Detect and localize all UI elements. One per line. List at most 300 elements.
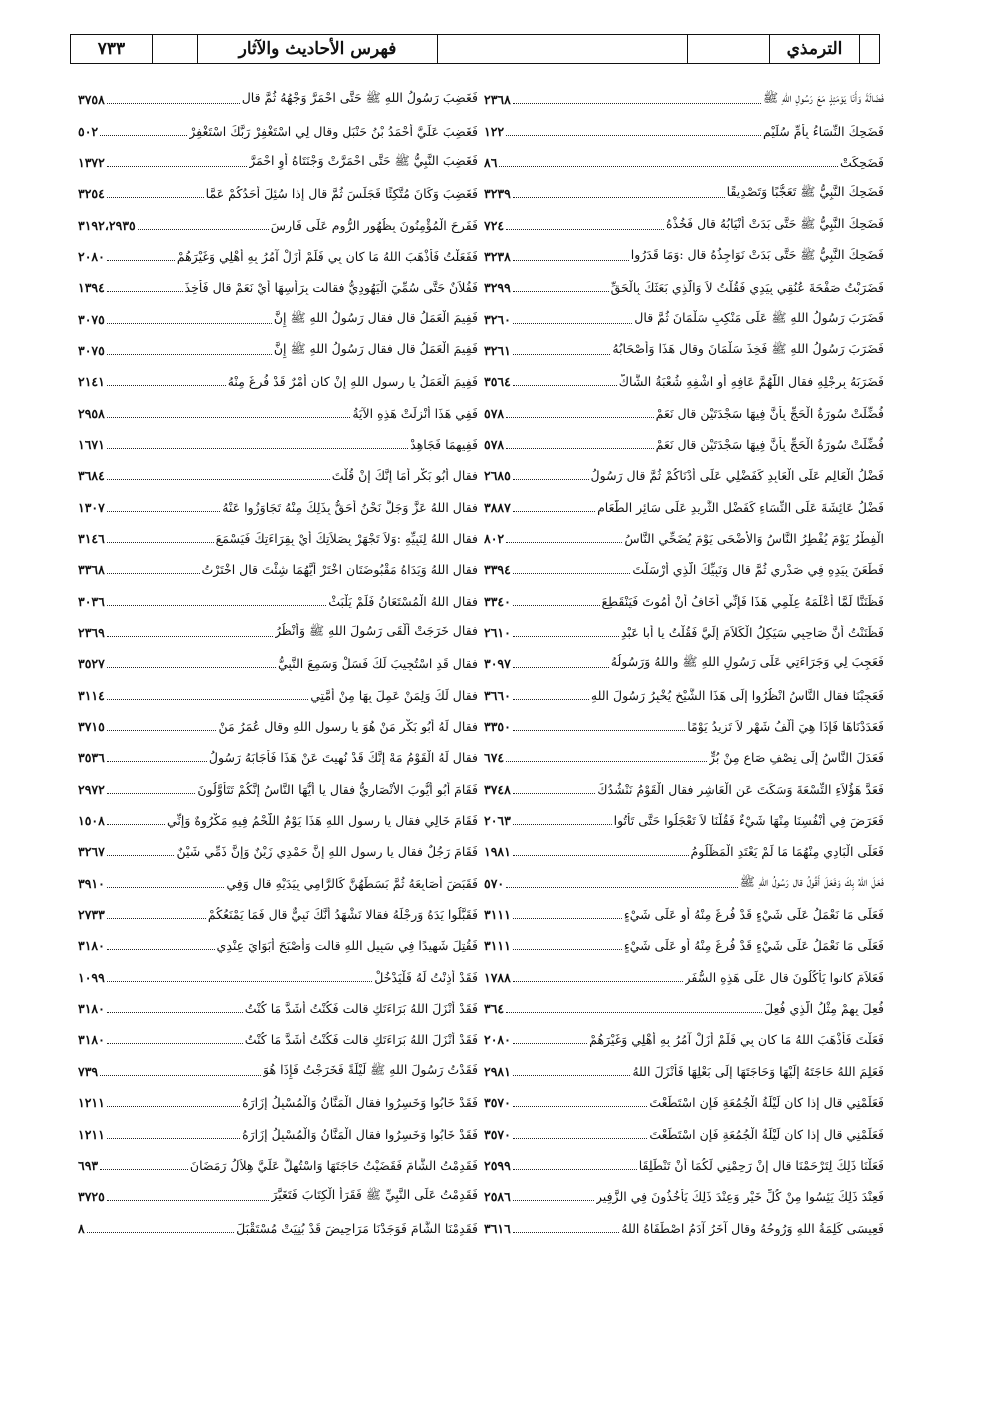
index-entry (484, 930, 884, 961)
index-entry (78, 774, 478, 805)
index-entry (78, 586, 478, 617)
leader-dots (499, 166, 838, 167)
leader-dots (100, 1169, 188, 1170)
leader-dots (513, 730, 685, 731)
entry-text: فَقَدْ أَنْزَلَ اللهُ بَرَاءَتَكِ قالت فَكُنْتُ أَشَدَّ مَا كُنْتُ (244, 1032, 478, 1048)
leader-dots (107, 354, 272, 355)
entry-text: فَغَضِبَ رَسُولُ اللهِ ﷺ حَتَّى احْمَرَّ وَجْهُهُ ثُمَّ قال (241, 90, 478, 106)
entry-text: فَقَدْتُ رَسُولَ اللهِ ﷺ لَيْلَةً فَخَرَجْتُ فَإِذَا هُوَ (263, 1061, 478, 1077)
entry-text: فَعَلِمَ اللهُ حَاجَتَهُ إِلَيْهَا وَحَاجَتَهَا إِلَى بَعْلِهَا فَأَنْزَلَ اللهُ (632, 1063, 884, 1079)
entry-hadith-number: ٣٢٦٠ (484, 311, 511, 327)
entry-hadith-number: ١٩٨١ (484, 844, 511, 860)
leader-dots (513, 918, 622, 919)
leader-dots (513, 291, 609, 292)
entry-text: فَقَدْ أَذِنْتُ لَهُ فَلْيَدْخُلْ (374, 969, 478, 985)
leader-dots (107, 761, 207, 762)
entry-hadith-number: ٣٦٨٤ (78, 468, 105, 484)
entry-text: فَفِيهِمَا فَجَاهِدْ (410, 436, 478, 452)
header-spacer (437, 35, 687, 63)
index-entry (78, 115, 478, 146)
entry-hadith-number: ٥٧٨ (484, 405, 505, 421)
entry-text: فقال لَهُ الْقَوْمُ مَهْ إِنَّكَ قَدْ نُهِيتَ عَنْ هَذَا فَأَجَابَهُ رَسُولُ (208, 750, 478, 766)
index-entry (484, 554, 884, 585)
entry-text: فَغَضِبَ عَلَيَّ أَحْمَدُ بْنُ حَنْبَلٍ وقال لِي اسْتَغْفِرْ رَبَّكَ اسْتَغْفِرْ (189, 123, 478, 139)
leader-dots (107, 417, 350, 418)
index-entry (484, 178, 884, 209)
entry-hadith-number: ٣١٨٠ (78, 938, 105, 954)
index-entry (484, 1181, 884, 1212)
entry-hadith-number: ٨ (78, 1220, 85, 1236)
entry-hadith-number: ٣٢٦١ (484, 342, 511, 358)
index-entry (484, 491, 884, 522)
leader-dots (107, 573, 200, 574)
entry-text: فَقَدْ أَنْزَلَ اللهُ بَرَاءَتَكِ قالت فَكُنْتُ أَشَدَّ مَا كُنْتُ (244, 1001, 478, 1017)
entry-text: فَقَامَ رَجُلٌ فقال يا رسول اللهِ إِنَّ حَمْدِي زَيْنٌ وَإِنَّ ذَمِّي شَيْنٌ (176, 844, 478, 860)
index-entry (484, 868, 884, 899)
entry-text: فُعِلَ بِهِمْ مِثْلُ الَّذِي فُعِلَ (764, 1001, 884, 1017)
leader-dots (87, 1232, 234, 1233)
index-entry (484, 962, 884, 993)
entry-hadith-number: ٣٢٦٧ (78, 844, 105, 860)
header-title: فهرس الأحاديث والآثار (197, 35, 437, 63)
entry-hadith-number: ٣٦٦٠ (484, 687, 511, 703)
entry-text: فَعَدَّ هَؤُلاَءِ التِّسْعَةَ وَسَكَتَ عَنِ الْعَاشِرِ فقال الْقَوْمُ نَنْشُدُكَ (597, 781, 884, 797)
leader-dots (513, 573, 631, 574)
header-page-number: ٧٣٣ (97, 39, 126, 59)
leader-dots (107, 699, 308, 700)
index-entry (78, 147, 478, 178)
index-entry (78, 1181, 478, 1212)
entry-text: فَقَبَضَ أَصَابِعَهُ ثُمَّ بَسَطَهُنَّ كَالرَّامِي بِيَدَيْهِ قال وَفِي (226, 875, 478, 891)
entry-hadith-number: ٣٥٢٧ (78, 656, 105, 672)
entry-text: فَعَلَ اللهُ بِكَ وَفَعَلَ أَقُولُ قال رَسُولُ اللهِ ﷺ (739, 873, 884, 889)
entry-text: فَفَعَلْتُ فَأَذْهَبَ اللهُ مَا كان بِي فَلَمْ أَزَلْ آمُرُ بِهِ أَهْلِي وَغَيْرَهُمْ (176, 248, 478, 264)
index-entry (484, 742, 884, 773)
entry-text: فَضَرَبَ رَسُولُ اللهِ ﷺ عَلَى مَنْكِبِ سَلْمَانَ ثُمَّ قال (634, 309, 884, 325)
entry-hadith-number: ٢٥٨٦ (484, 1189, 511, 1205)
index-entry (484, 429, 884, 460)
header-spacer (152, 35, 197, 63)
entry-text: فُضِّلَتْ سُورَةُ الْحَجِّ بِأَنَّ فِيهَا سَجْدَتَيْنِ قال نَعَمْ (655, 405, 884, 421)
entry-text: فَفُلاَنٌ حَتَّى سُمِّيَ الْيَهُودِيُّ فقالت بِرَأْسِهَا أَيْ نَعَمْ قال فَأُخِذَ (184, 280, 478, 296)
index-entry (78, 272, 478, 303)
entry-hadith-number: ٢١٤١ (78, 374, 105, 390)
leader-dots (513, 1106, 647, 1107)
page-header (70, 34, 880, 64)
index-entry (78, 805, 478, 836)
entry-hadith-number: ٥٧٨ (484, 436, 505, 452)
leader-dots (513, 1200, 594, 1201)
entry-text: فقال قَدِ اسْتُجِيبَ لَكَ فَسَلْ وَسَمِعَ النَّبِيُّ (278, 656, 478, 672)
entry-text: فَضْلُ عَائِشَةَ عَلَى النِّسَاءِ كَفَضْلِ الثَّرِيدِ عَلَى سَائِرِ الطَّعَامِ (597, 499, 884, 515)
entry-text: فقال اللهُ عَزَّ وَجَلَّ نَحْنُ أَحَقُّ بِذَلِكَ مِنْهُ تَجَاوَزُوا عَنْهُ (222, 499, 478, 515)
leader-dots (513, 636, 619, 637)
entry-hadith-number: ١٢١١ (78, 1126, 105, 1142)
leader-dots (107, 103, 240, 104)
entry-hadith-number: ٣٥٣٦ (78, 750, 105, 766)
entry-text: فَغَضِبَ النَّبِيُّ ﷺ حَتَّى احْمَرَّتْ وَجْنَتَاهُ أَوِ احْمَرَّ (249, 152, 478, 168)
index-entry (484, 774, 884, 805)
entry-text: فَعِنْدَ ذَلِكَ يَئِسُوا مِنْ كُلِّ خَيْرٍ وَعِنْدَ ذَلِكَ يَأْخُذُونَ فِي الزَّفِيرِ (595, 1189, 884, 1205)
leader-dots (513, 260, 629, 261)
entry-hadith-number: ١٣٧٢ (78, 154, 105, 170)
entry-hadith-number: ١٣٩٤ (78, 280, 105, 296)
entry-text: فَعَلَى مَا نَعْمَلُ عَلَى شَيْءٍ قَدْ فُرِغَ مِنْهُ أو عَلَى شَيْءٍ (623, 907, 884, 923)
index-entry (484, 1024, 884, 1055)
leader-dots (506, 887, 738, 888)
index-entry (78, 962, 478, 993)
entry-text: فَقَدِمْنَا الشَّامَ فَوَجَدْنَا مَرَاحِيضَ قَدْ بُنِيَتْ مُسْتَقْبَلَ (236, 1220, 478, 1236)
leader-dots (506, 229, 664, 230)
index-entry (78, 429, 478, 460)
leader-dots (107, 260, 175, 261)
entry-hadith-number: ٢٣٦٩ (78, 625, 105, 641)
entry-hadith-number: ٢٠٦٣ (484, 813, 511, 829)
index-entry (78, 930, 478, 961)
entry-hadith-number: ٢٦٨٥ (484, 468, 511, 484)
leader-dots (107, 1012, 243, 1013)
entry-text: فَطَعَنَ بِيَدِهِ فِي صَدْرِي ثُمَّ قال وَنَبِيِّكَ الَّذِي أَرْسَلْتَ (632, 562, 884, 578)
index-entry (484, 1150, 884, 1181)
index-entry (78, 491, 478, 522)
leader-dots (513, 323, 632, 324)
entry-text: فَقَدْ خَابُوا وَخَسِرُوا فقال الْمَنَّانُ وَالْمُسْبِلُ إِزَارَهُ (242, 1126, 478, 1142)
entry-text: فَضَرَبْتُ صَفْحَةَ عُنُقِي بِيَدِي فَقُلْتُ لاَ وَالَّذِي بَعَثَكَ بِالْحَقِّ (610, 280, 884, 296)
index-entry (484, 648, 884, 679)
entry-hadith-number: ١٢١١ (78, 1095, 105, 1111)
entry-text: فَقَدِمْتُ عَلَى النَّبِيِّ ﷺ فَقَرَأَ الْكِتَابَ فَتَغَيَّرَ (271, 1187, 478, 1203)
entry-hadith-number: ٢٩٥٨ (78, 405, 105, 421)
entry-hadith-number: ٣١٨٠ (78, 1032, 105, 1048)
leader-dots (107, 1106, 240, 1107)
entry-hadith-number: ٣٢٣٨ (484, 248, 511, 264)
index-entry (484, 335, 884, 366)
leader-dots (107, 1138, 240, 1139)
leader-dots (107, 667, 276, 668)
entry-text: فَفَرِحَ الْمُؤْمِنُونَ بِظُهُورِ الرُّومِ عَلَى فَارِسَ (270, 217, 478, 233)
entry-hadith-number: ٣٩١٠ (78, 875, 105, 891)
entry-text: فَضَحِكَ النَّبِيُّ ﷺ حَتَّى بَدَتْ أَنْيَابُهُ قال فَخُذْهُ (665, 215, 884, 231)
leader-dots (100, 1075, 261, 1076)
leader-dots (107, 793, 196, 794)
leader-dots (107, 1043, 243, 1044)
leader-dots (513, 1232, 619, 1233)
leader-dots (513, 981, 683, 982)
entry-hadith-number: ٣٥٧٠ (484, 1126, 511, 1142)
entry-text: فَغَضِبَ وَكَانَ مُتَّكِئًا فَجَلَسَ ثُمَّ قال إذا سُئِلَ أَحَدُكُمْ عَمَّا (205, 186, 478, 202)
entry-text: فَفِيمَ الْعَمَلُ قال فقال رَسُولُ اللهِ ﷺ إِنَّ (273, 309, 478, 325)
index-entry (78, 899, 478, 930)
leader-dots (107, 636, 273, 637)
index-entry (484, 397, 884, 428)
leader-dots (107, 385, 226, 386)
entry-hadith-number: ٥٠٢ (78, 123, 99, 139)
entry-text: فَعَلاَمَ كانوا يَأْكُلُونَ قال عَلَى هَذِهِ السُّفَرِ (684, 969, 884, 985)
entry-hadith-number: ٧٢٤ (484, 217, 505, 233)
entry-text: فَعِيسَى كَلِمَةُ اللهِ وَرُوحُهُ وقال آخَرُ آدَمُ اصْطَفَاهُ اللهُ (621, 1220, 884, 1236)
index-entry (78, 397, 478, 428)
entry-hadith-number: ٣٢٩٩ (484, 280, 511, 296)
entry-hadith-number: ٣١١١ (484, 938, 511, 954)
index-entry (78, 1024, 478, 1055)
entry-hadith-number: ٣٧١٥ (78, 719, 105, 735)
leader-dots (107, 542, 214, 543)
entry-text: فَضَحِكَ النِّسَاءُ بِأُمِّ سُلَيْمٍ (763, 123, 884, 139)
entry-hadith-number: ٣١٨٠ (78, 1001, 105, 1017)
leader-dots (513, 793, 595, 794)
entry-hadith-number: ٣٣٩٤ (484, 562, 511, 578)
index-entry (484, 523, 884, 554)
leader-dots (506, 542, 622, 543)
entry-text: فَعَدَدْنَاهَا فَإِذَا هِيَ أَلْفُ شَهْرٍ لاَ تَزِيدُ يَوْمًا (687, 719, 884, 735)
entry-text: فَضَحِكَتْ (839, 154, 884, 170)
entry-text: فَعَلْتَ فَأَذْهَبَ اللهُ مَا كان بِي فَلَمْ أَزَلْ آمُرُ بِهِ أَهْلِي وَغَيْرَهُمْ (589, 1032, 884, 1048)
index-entry (78, 868, 478, 899)
index-entry (484, 993, 884, 1024)
leader-dots (107, 855, 175, 856)
leader-dots (513, 385, 617, 386)
leader-dots (506, 761, 707, 762)
index-entry (484, 209, 884, 240)
entry-text: فَظَنَنَّا لَمَّا أَعْلَمَهُ عِلْمِي هَذَا فَإِنِّي أَخَافُ أَنْ أَمُوتَ فَيَنْقَطِعَ (601, 593, 884, 609)
leader-dots (513, 605, 600, 606)
leader-dots (107, 949, 215, 950)
entry-text: فقال أَبُو بَكْرٍ أَمَا إِنَّكَ إِنْ قُلْتَ (331, 468, 478, 484)
leader-dots (513, 949, 622, 950)
header-book-name: الترمذي (769, 35, 859, 63)
index-entry (484, 805, 884, 836)
entry-text: فَفِيمَ الْعَمَلُ قال فقال رَسُولُ اللهِ ﷺ إِنَّ (273, 340, 478, 356)
entry-text: فَعَلْنَا ذَلِكَ لِتَرْحَمْنَا قال إِنْ رَحِمْنِي لَكُمَا أَنْ تَنْطَلِقَا (638, 1157, 884, 1173)
index-column-left (78, 84, 478, 1244)
entry-hadith-number: ٣٦١٦ (484, 1220, 511, 1236)
index-entry (78, 84, 478, 115)
index-entry (78, 1150, 478, 1181)
entry-text: فَظَنَنْتُ أَنَّ صَاحِبِي سَيَكِلُ الْكَلاَمَ إِلَيَّ فَقُلْتُ يا أبا عَبْدِ (620, 625, 884, 641)
index-entry (78, 836, 478, 867)
entry-text: فَقَدِمْتُ الشَّامَ فَقَضَيْتُ حَاجَتَهَا وَاسْتُهِلَّ عَلَيَّ هِلاَلُ رَمَضَانَ (189, 1157, 478, 1173)
leader-dots (506, 417, 654, 418)
index-entry (78, 742, 478, 773)
entry-hadith-number: ٣٣٥٠ (484, 719, 511, 735)
leader-dots (513, 824, 612, 825)
entry-text: فقال لَكَ وَلِمَنْ عَمِلَ بِهَا مِنْ أُمَّتِي (310, 687, 478, 703)
index-entry (78, 178, 478, 209)
entry-hadith-number: ٣٦٤ (484, 1001, 505, 1017)
index-entry (78, 1118, 478, 1149)
entry-text: الْفِطْرُ يَوْمَ يُفْطِرُ النَّاسُ وَالأَضْحَى يَوْمَ يُضَحِّي النَّاسُ (624, 530, 884, 546)
entry-hadith-number: ١٠٩٩ (78, 969, 105, 985)
leader-dots (107, 1200, 269, 1201)
entry-text: فَفِيمَ الْعَمَلُ يا رسول اللهِ إِنْ كان أَمْرٌ قَدْ فُرِغَ مِنْهُ (227, 374, 478, 390)
entry-text: فَعَلَى الْبَادِي مِنْهُمَا مَا لَمْ يَعْتَدِ الْمَظْلُومُ (690, 844, 884, 860)
entry-hadith-number: ٣٧٢٥ (78, 1189, 105, 1205)
leader-dots (107, 511, 220, 512)
entry-text: فَقَامَ أَبُو أَيُّوبَ الأَنْصَارِيُّ فقال يا أَيُّهَا النَّاسُ إِنَّكُمْ تَتَأَوَّلُونَ (197, 781, 478, 797)
entry-hadith-number: ٨٦ (484, 154, 498, 170)
entry-hadith-number: ٣١٩٢،٢٩٣٥ (78, 217, 136, 233)
entry-hadith-number: ٣١١١ (484, 907, 511, 923)
entry-text: فَضَالَةَ وَأَنَا يَوْمَئِذٍ مَعَ رَسُولِ اللهِ ﷺ (763, 90, 884, 106)
entry-text: فَعَلِّمْنِي قال إذا كان لَيْلَةُ الْجُمُعَةِ فَإِنِ اسْتَطَعْتَ (649, 1095, 884, 1111)
entry-text: فُضِّلَتْ سُورَةُ الْحَجِّ بِأَنَّ فِيهَا سَجْدَتَيْنِ قال نَعَمْ (655, 436, 884, 452)
entry-hadith-number: ٢٠٨٠ (484, 1032, 511, 1048)
entry-hadith-number: ٣٣٤٠ (484, 593, 511, 609)
index-entry (484, 1212, 884, 1243)
index-entry (78, 335, 478, 366)
entry-text: فَقُتِلَ شَهِيدًا فِي سَبِيلِ اللهِ قالت وَأَصْبَحَ أَبَوَايَ عِنْدِي (216, 938, 478, 954)
entry-text: فقال اللهُ لِنَبِيِّهِ :وَلاَ تَجْهَرْ بِصَلاَتِكَ أَيْ بِقِرَاءَتِكَ فَيَسْمَعَ (215, 530, 478, 546)
index-entry (78, 648, 478, 679)
entry-hadith-number: ٣٠٣٦ (78, 593, 105, 609)
leader-dots (513, 1075, 630, 1076)
entry-text: فَقَدْ خَابُوا وَخَسِرُوا فقال الْمَنَّانُ وَالْمُسْبِلُ إِزَارَهُ (242, 1095, 478, 1111)
index-entry (78, 303, 478, 334)
entry-hadith-number: ٢٣٦٨ (484, 92, 511, 108)
index-entry (484, 617, 884, 648)
index-entry (484, 899, 884, 930)
index-entry (484, 836, 884, 867)
index-entry (78, 1212, 478, 1243)
index-entry (78, 617, 478, 648)
entry-text: فَعَلِّمْنِي قال إذا كان لَيْلَةُ الْجُمُعَةِ فَإِنِ اسْتَطَعْتَ (649, 1126, 884, 1142)
entry-text: فَقَبَّلُوا يَدَهُ وَرِجْلَهُ فقالا نَشْهَدُ أَنَّكَ نَبِيٌّ قال فَمَا يَمْنَعُكُمْ (207, 907, 478, 923)
index-entry (78, 366, 478, 397)
entry-hadith-number: ٣٧٥٨ (78, 92, 105, 108)
leader-dots (107, 323, 272, 324)
index-entry (484, 147, 884, 178)
entry-hadith-number: ٢٥٩٩ (484, 1157, 511, 1173)
entry-hadith-number: ١٢٢ (484, 123, 505, 139)
entry-hadith-number: ١٦٧١ (78, 436, 105, 452)
leader-dots (506, 448, 654, 449)
entry-text: فَضَحِكَ النَّبِيُّ ﷺ تَعَجُّبًا وَتَصْدِيقًا (726, 184, 884, 200)
entry-text: فَفِي هَذَا أُنْزِلَتْ هَذِهِ الآيَةُ (352, 405, 478, 421)
leader-dots (513, 103, 761, 104)
index-entry (484, 1056, 884, 1087)
entry-hadith-number: ٣١١٤ (78, 687, 105, 703)
leader-dots (107, 479, 330, 480)
leader-dots (513, 511, 595, 512)
leader-dots (107, 981, 372, 982)
index-entry (78, 241, 478, 272)
entry-text: فَقَامَ خَالِي فقال يا رسول اللهِ هَذَا يَوْمٌ اللَّحْمُ فِيهِ مَكْرُوهٌ وَإِنِّي (166, 813, 478, 829)
leader-dots (107, 166, 247, 167)
leader-dots (107, 824, 165, 825)
leader-dots (506, 135, 761, 136)
entry-text: فَعَجِبَ لِي وَجَرَاءَتِي عَلَى رَسُولِ اللهِ ﷺ واللهُ وَرَسُولُهُ (610, 654, 884, 670)
index-column-right (484, 84, 884, 1244)
leader-dots (513, 855, 689, 856)
entry-hadith-number: ٦٩٣ (78, 1157, 99, 1173)
entry-hadith-number: ٢٠٨٠ (78, 248, 105, 264)
index-entry (78, 993, 478, 1024)
index-entry (484, 366, 884, 397)
entry-text: فَعَدَلَ النَّاسُ إِلَى نِصْفِ صَاعٍ مِنْ بُرٍّ (708, 750, 884, 766)
leader-dots (107, 291, 183, 292)
entry-text: فَعَجِبْنَا فقال النَّاسُ انْظُرُوا إِلَى هَذَا الشَّيْخِ يُخْبِرُ رَسُولَ اللهِ (590, 687, 884, 703)
index-entry (78, 711, 478, 742)
entry-hadith-number: ٣٣٦٨ (78, 562, 105, 578)
leader-dots (107, 730, 217, 731)
entry-text: فقال خَرَجَتْ أَلْقَى رَسُولَ اللهِ ﷺ وَأَنْظُرُ (274, 623, 478, 639)
leader-dots (513, 667, 609, 668)
index-entry (484, 1087, 884, 1118)
entry-text: فقال لَهُ أَبُو بَكْرٍ مَنْ هُوَ يا رسول اللهِ وقال عُمَرُ مَنْ (218, 719, 478, 735)
entry-hadith-number: ٣٥٦٤ (484, 374, 511, 390)
index-entry (484, 84, 884, 115)
leader-dots (513, 699, 589, 700)
leader-dots (513, 197, 725, 198)
index-entry (78, 460, 478, 491)
leader-dots (513, 354, 610, 355)
entry-text: فقال اللهُ وَيَدَاهُ مَقْبُوضَتَانِ اخْتَرْ أَيَّهُمَا شِئْتَ قال اخْتَرْتُ (201, 562, 478, 578)
entry-hadith-number: ٦٧٤ (484, 750, 505, 766)
index-entry (484, 1118, 884, 1149)
index-entry (78, 554, 478, 585)
index-entry (484, 680, 884, 711)
leader-dots (107, 605, 326, 606)
entry-hadith-number: ٨٠٢ (484, 530, 505, 546)
index-entry (78, 1087, 478, 1118)
entry-hadith-number: ٥٧٠ (484, 875, 505, 891)
leader-dots (506, 1012, 762, 1013)
leader-dots (107, 197, 204, 198)
entry-text: فَعَرَضَ فِي أَنْفُسِنَا مِنْهَا شَيْءٌ فَقُلْنَا لاَ تَعْجَلُوا حَتَّى تَأْتُوا (613, 813, 884, 829)
header-spacer (687, 35, 769, 63)
entry-hadith-number: ١٧٨٨ (484, 969, 511, 985)
leader-dots (513, 479, 589, 480)
entry-text: فَضَحِكَ النَّبِيُّ ﷺ حَتَّى بَدَتْ نَوَاجِذُهُ قال :وَمَا قَدَرُوا (630, 246, 884, 262)
index-entry (484, 241, 884, 272)
entry-hadith-number: ٣٠٧٥ (78, 311, 105, 327)
index-entry (78, 209, 478, 240)
index-entry (484, 711, 884, 742)
leader-dots (107, 918, 206, 919)
index-entry (484, 272, 884, 303)
index-entry (484, 460, 884, 491)
index-entry (78, 680, 478, 711)
leader-dots (513, 1043, 587, 1044)
index-entry (78, 1056, 478, 1087)
index-entry (484, 586, 884, 617)
leader-dots (100, 135, 187, 136)
entry-text: فَضْلُ الْعَالِمِ عَلَى الْعَابِدِ كَفَضْلِي عَلَى أَدْنَاكُمْ ثُمَّ قال رَسُولُ (590, 468, 884, 484)
leader-dots (513, 1169, 637, 1170)
entry-hadith-number: ١٥٠٨ (78, 813, 105, 829)
leader-dots (513, 1138, 647, 1139)
leader-dots (107, 887, 225, 888)
entry-hadith-number: ١٣٠٧ (78, 499, 105, 515)
entry-text: فَضَرَبَ رَسُولُ اللهِ ﷺ فَخِذَ سَلْمَانَ وقال هَذَا وَأَصْحَابُهُ (612, 340, 884, 356)
entry-hadith-number: ٣٨٨٧ (484, 499, 511, 515)
entry-hadith-number: ٢٦١٠ (484, 625, 511, 641)
entry-hadith-number: ٢٩٧٢ (78, 781, 105, 797)
entry-hadith-number: ٣٢٥٤ (78, 186, 105, 202)
entry-text: فقال اللهُ الْمُسْتَعَانُ فَلَمْ يَلْبَثْ (328, 593, 478, 609)
header-spacer-right (859, 35, 879, 63)
index-entry (484, 303, 884, 334)
entry-hadith-number: ٣٠٩٧ (484, 656, 511, 672)
entry-hadith-number: ٣٧٤٨ (484, 781, 511, 797)
entry-hadith-number: ٣٥٧٠ (484, 1095, 511, 1111)
entry-hadith-number: ٢٩٨١ (484, 1063, 511, 1079)
entry-text: فَعَلَى مَا نَعْمَلُ عَلَى شَيْءٍ قَدْ فُرِغَ مِنْهُ أو عَلَى شَيْءٍ (623, 938, 884, 954)
entry-hadith-number: ٢٧٣٣ (78, 907, 105, 923)
index-entry (78, 523, 478, 554)
leader-dots (138, 229, 269, 230)
entry-text: فَضَرَبَهُ بِرِجْلِهِ فقال اللَّهُمَّ عَافِهِ أو اشْفِهِ شُعْبَةُ الشَّاكُّ (618, 374, 884, 390)
